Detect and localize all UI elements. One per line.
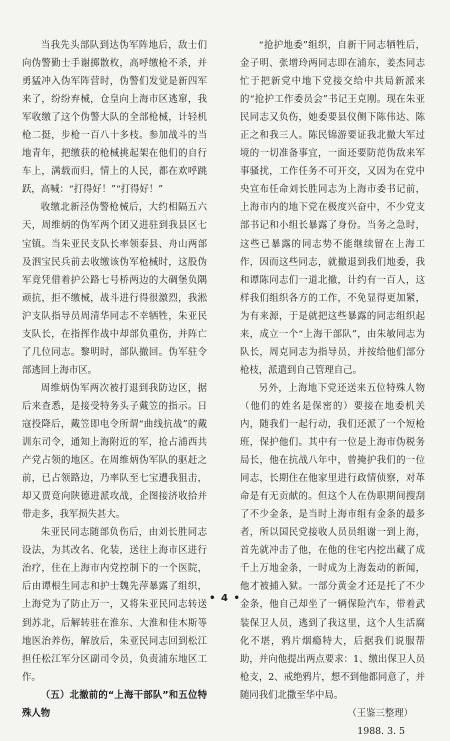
section-heading: （五）北撤前的“上海干部队”和五位特殊人物 (22, 689, 207, 719)
body-paragraph: 另外，上海地下党还送来五位特殊人物（他们的姓名是保密的）要接在地委机关内，随我们一起行动，我们还派了一个短枪班，保护他们。其中有一位是上海市伪税务局长，他在抗战八年中，曾掩护我们的一位同志，长期住在他家里进行政情侦察，对革命是有无贡献的。但这个人在伪职期间搜刮了不少金条，是当时上海市组有金条的最多者，所以国民党接收人员员组谢一到上海，首先就冲击了他，在他的住宅内挖出藏了成千上万地金条，一时成为上海轰动的新闻，他才被捕入狱。一部分黄金才还是托了不少金条，他自己却坐了一辆保险汽车，带着武装保卫人员，逃到了我这里，这个人生活腐化不堪，鸦片烟瘾特大，后据我们说服帮助，并向他提出两点要求：1、缴出保卫人员枪支，2、戒绝鸦片，想不到他都同意了，并随同我们北撒至华中局。 (240, 382, 425, 701)
body-paragraph: 周维炳伪军两次被打退到我防边区，据后来查悉，是接受特务头子戴笠的指示。日寇投降后，戴笠即电令所谓“曲线抗战”的戴训东司令，通知上海附近的军，抢占浦西共产党占领的地区。在周维炳伪军队的驱赶之前，已占领路边，乃率队至七宝遭我狙击，却又贾竟向陕德进派攻战，企图接济收拾并带走多，我军损失甚大。 (22, 382, 207, 521)
left-column (22, 37, 207, 723)
editor-signature: （王鉴三整理） (347, 707, 413, 719)
article-date: 1988. 3. 5 (357, 725, 405, 737)
right-column (240, 37, 425, 741)
body-paragraph: 收缴北新泾伪警枪械后，大约相隔五六天，周维炳的伪军两个团又进驻到我县区七宝镇。当朱亚民支队长率领泰县、舟山两部及泗宝民兵前去收缴该伪军枪械时，这股伪军竟凭借着护公路七号桥两边的大碉堡负隅顽抗，拒不缴械，战斗进行得很激烈，我淞沪支队指导员周清华同志不幸牺牲，朱亚民支队长，在指挥作战中却部负重伤，并阵亡了几位同志。黎明时，部队撤回。伪军驻令部逃回上海市区。 (22, 202, 207, 376)
body-paragraph: “抢护地委”组织，自新干同志牺牲后，金子明、张增玲两同志即在浦东，姜杰同志忙于把新党中地下党接交给中共局新派来的“抢护工作委员会”书记王克刚。现在朱亚民同志又负伤，她委要县仪侧下陈伟达、陈正之和我三人。陈民锦游要证我北撤大军过境的一切准备事宜，一面还要防范伪敌来军事骚扰，工作任务不可开交，又因为在党中央宣布任命刘长胜同志为上海市委书记前，上海市内的地下党在极度兴奋中，不少党支部书记和小组长暴露了身份。当务之急时，这些已暴露的同志势不能继续留在上海工作，因而这些同志，就撤退到我们地委，我和谭陈同志们一道北撤，计约有一百人，这样我们组织各方的工作，不免显得更加紧，为有来源，于是就把这些暴露的同志组织起来，成立一个“上海干部队”，由朱敏同志为队长，周克同志为指导员，并按给他们部分枪枝，派遣到自己管理自己。 (240, 40, 425, 376)
page-number: • 4 • (209, 593, 241, 604)
body-paragraph: 朱亚民同志随部负伤后，由刘长胜同志设法，为其改名、化装，送往上海市区进行治疗，住在上海市内党控制下的一个医院，后由谭根生同志和护士魏先萍暴露了组织，上海党为了防止万一，又将朱亚民同志转送到苏北，后解转驻在淮东、大淮和佳木斯等地医治养伤，解放后，朱亚民同志回到松江担任松江军分区副司令员，负责浦东地区工作。 (22, 527, 207, 683)
body-paragraph: 当我先头部队到达伪军阵地后，敌士们向伪警勤士手谢掷散枚，高呼缴枪不杀，并勇猛冲入伪军阵营时，伪警们发觉是新四军来了，纷纷弃械，仓皇向上海市区逃窜，我军收缴了这个伪警大队的全部枪械，计轻机枪二挺，步枪一百八十多枝。参加战斗的当地青年，把缴获的枪械挑起架在他们的自行车上，满载而归，情上的人民，都在欢呼跳跃，高喊：“打得好！”“打得好！” (22, 40, 207, 196)
